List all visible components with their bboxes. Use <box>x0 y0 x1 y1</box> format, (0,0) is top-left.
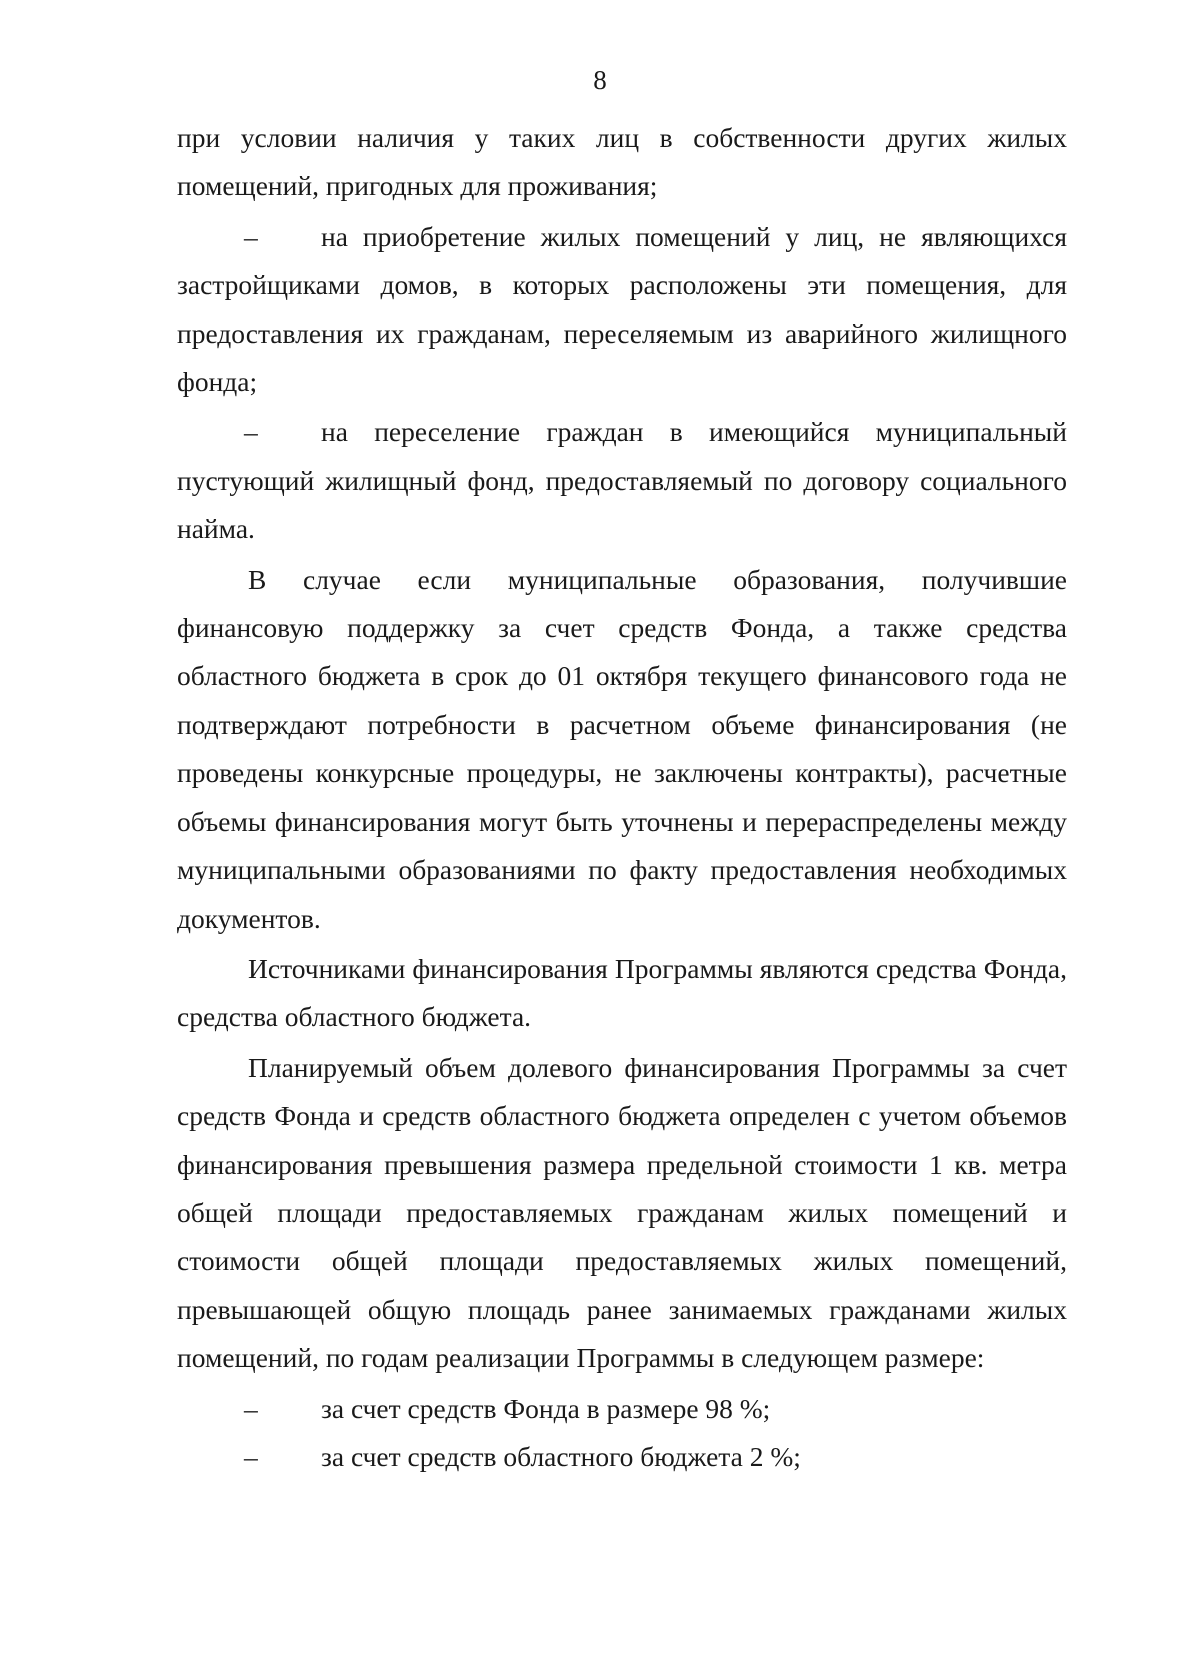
dash-marker: – <box>244 416 258 448</box>
list-item <box>177 1385 1067 1433</box>
list-item-text: на переселение граждан в имеющийся муниципальный пустующий жилищный фонд, предоставляемый по договору социального найма. <box>177 416 1067 545</box>
paragraph-redistribution: В случае если муниципальные образования, получившие финансовую поддержку за счет средств Фонда, а также средства областного бюджета в срок до 01 октября текущего финансового года не подтверждают потребности в расчетном объеме финансирования (не проведены конкурсные процедуры, не заключены контракты), расчетные объемы финансирования могут быть уточнены и перераспределены между муниципальными образованиями по факту предоставления необходимых документов. <box>177 563 1067 934</box>
list-item <box>177 408 1067 553</box>
paragraph-planned-volume: Планируемый объем долевого финансирования Программы за счет средств Фонда и средств областного бюджета определен с учетом объемов финансирования превышения размера предельной стоимости 1 кв. метра общей площади предоставляемых гражданам жилых помещений и стоимости общей площади предоставляемых жилых помещений, превышающей общую площадь ранее занимаемых гражданами жилых помещений, по годам реализации Программы в следующем размере: <box>177 1051 1067 1374</box>
paragraph-sources: Источниками финансирования Программы являются средства Фонда, средства областного бюджета. <box>177 952 1067 1033</box>
document-body <box>177 114 1067 1481</box>
list-item <box>177 1433 1067 1481</box>
dash-marker: – <box>244 1440 258 1472</box>
continuation-paragraph: при условии наличия у таких лиц в собственности других жилых помещений, пригодных для проживания; <box>177 122 1067 202</box>
page-number: 8 <box>593 65 607 95</box>
list-item-text: за счет средств Фонда в размере 98 %; <box>321 1392 771 1424</box>
list-item <box>177 213 1067 407</box>
list-item-text: на приобретение жилых помещений у лиц, не являющихся застройщиками домов, в которых расположены эти помещения, для предоставления их гражданам, переселяемым из аварийного жилищного фонда; <box>177 220 1067 398</box>
list-item-text: за счет средств областного бюджета 2 %; <box>321 1440 801 1472</box>
dash-marker: – <box>244 220 258 252</box>
dash-marker: – <box>244 1392 258 1424</box>
